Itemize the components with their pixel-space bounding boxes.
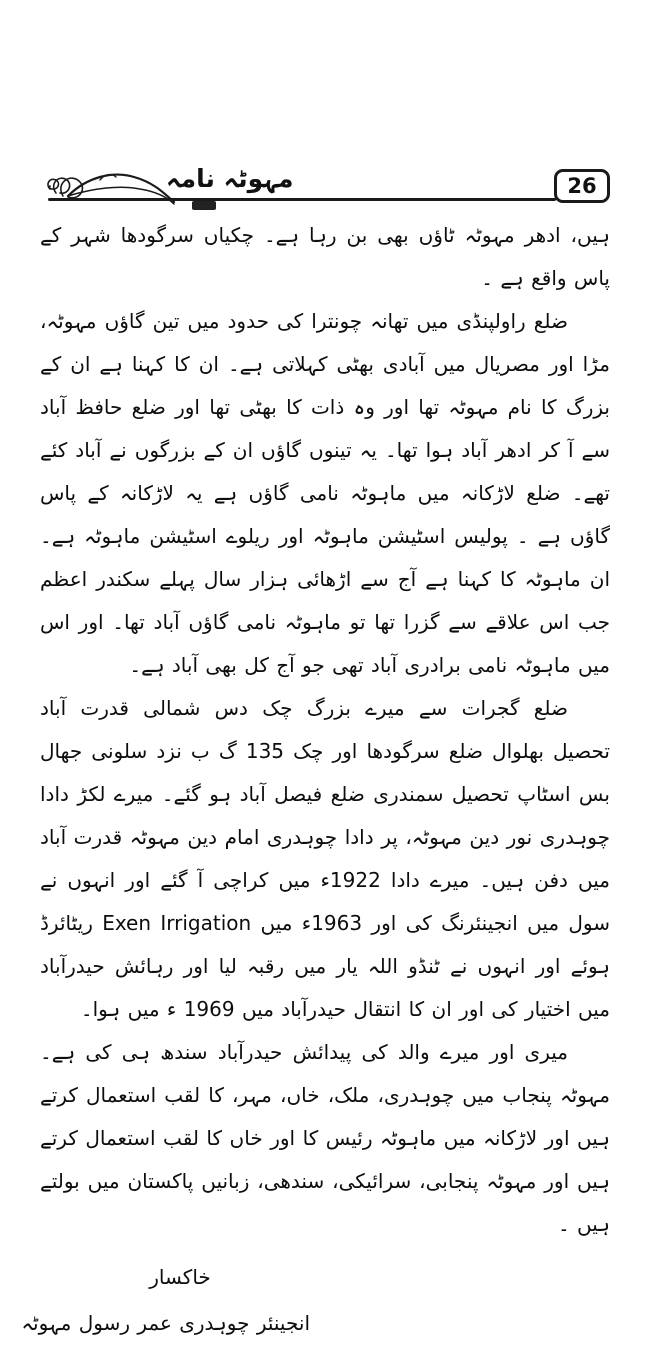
floral-flourish-icon bbox=[40, 162, 175, 210]
signature-author-name: انجینئر چوہدری عمر رسول مہوٹہ bbox=[21, 1311, 310, 1335]
page-body-text bbox=[21, 214, 611, 1346]
paragraph-continuation: ہیں، ادھر مہوٹہ ٹاؤں بھی بن رہا ہے۔ چکیاں سرگودھا شہر کے پاس واقع ہے ۔ bbox=[40, 223, 610, 290]
page-number-badge bbox=[554, 169, 610, 203]
title-seal-ornament bbox=[192, 201, 216, 210]
paragraph-titles-languages: میری اور میرے والد کی پیدائش حیدرآباد سندھ ہی کی ہے۔ مہوٹہ پنجاب میں چوہدری، ملک، خاں، مہر، کا لقب استعمال کرتے ہیں اور لاڑکانہ میں ماہوٹہ رئیس کا اور خاں کا لقب استعمال کرتے ہیں اور مہوٹہ پنجابی، سرائیکی، سندھی، زبانیں پاکستان میں بولتے ہیں ۔ bbox=[40, 1040, 610, 1236]
book-title: مہوٹہ نامہ bbox=[166, 164, 294, 193]
header-divider-rule bbox=[48, 198, 556, 201]
paragraph-rawalpindi-villages: ضلع راولپنڈی میں تھانہ چونترا کی حدود میں تین گاؤں مہوٹہ، مڑا اور مصریال میں آبادی بھٹی کہلاتی ہے۔ ان کا کہنا ہے ان کے بزرگ کا نام مہوٹہ تھا اور وہ ذات کا بھٹی تھا اور ضلع حافظ آباد سے آ کر ادھر آباد ہوا تھا۔ یہ تینوں گاؤں ان کے بزرگوں نے آباد کئے تھے۔ ضلع لاڑکانہ میں ماہوٹہ نامی گاؤں ہے یہ لاڑکانہ کے پاس گاؤں ہے ۔ پولیس اسٹیشن ماہوٹہ اور ریلوے اسٹیشن ماہوٹہ ہے۔ ان ماہوٹہ کا کہنا ہے آج سے اڑھائی ہزار سال پہلے سکندر اعظم جب اس علاقے سے گزرا تھا تو ماہوٹہ نامی گاؤں آباد تھا۔ اور اس میں ماہوٹہ نامی برادری آباد تھی جو آج کل بھی آباد ہے۔ bbox=[40, 309, 610, 677]
paragraph-family-history: ضلع گجرات سے میرے بزرگ چک دس شمالی قدرت آباد تحصیل بھلوال ضلع سرگودھا اور چک 135 گ ب نزد سلونی جھال بس اسٹاپ تحصیل سمندری ضلع فیصل آباد ہو گئے۔ میرے لکڑ دادا چوہدری نور دین مہوٹہ، پر دادا چوہدری امام دین مہوٹہ قدرت آباد میں دفن ہیں۔ میرے دادا 1922ء میں کراچی آ گئے اور انہوں نے سول میں انجینئرنگ کی اور 1963ء میں Exen Irrigation ریٹائرڈ ہوئے اور انہوں نے ٹنڈو اللہ یار میں رقبہ لیا اور رہائش حیدرآباد میں اختیار کی اور ان کا انتقال حیدرآباد میں 1969 ء میں ہوا۔ bbox=[40, 696, 611, 1021]
signature-block bbox=[21, 1254, 310, 1346]
page-number: 26 bbox=[567, 174, 597, 198]
signature-salutation: خاکسار bbox=[149, 1265, 211, 1289]
page-header bbox=[40, 162, 610, 210]
